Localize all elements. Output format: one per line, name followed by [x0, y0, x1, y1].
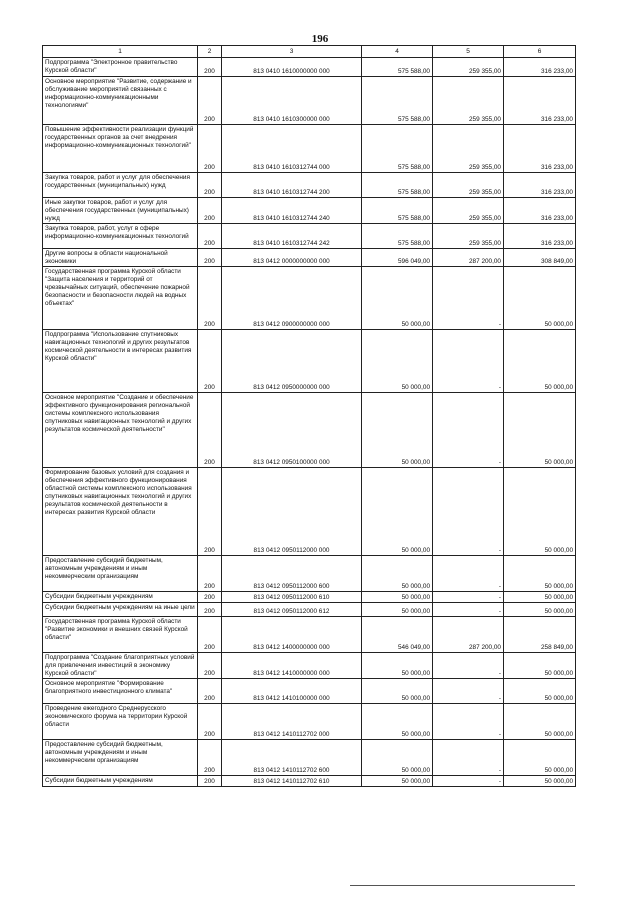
row-value-6: 258 849,00 [504, 617, 576, 653]
row-kbk: 813 0410 1610312744 240 [222, 198, 362, 224]
footer-rule [350, 885, 575, 886]
column-header: 1 [43, 46, 198, 58]
row-value-4: 50 000,00 [362, 679, 433, 704]
row-value-5: 259 355,00 [433, 77, 504, 125]
row-value-6: 50 000,00 [504, 468, 576, 556]
row-value-6: 316 233,00 [504, 224, 576, 249]
row-value-5: - [433, 653, 504, 679]
row-value-6: 316 233,00 [504, 77, 576, 125]
row-code: 200 [198, 198, 222, 224]
row-name: Подпрограмма "Использование спутниковых навигационных технологий и других результатов космической деятельности в интересах развития Курской области" [43, 330, 198, 393]
budget-table [42, 45, 576, 787]
row-value-6: 316 233,00 [504, 58, 576, 77]
row-name: Предоставление субсидий бюджетным, автономным учреждениям и иным некоммерческим организациям [43, 740, 198, 776]
row-value-4: 50 000,00 [362, 267, 433, 330]
table-row [43, 679, 576, 704]
row-kbk: 813 0412 0900000000 000 [222, 267, 362, 330]
row-kbk: 813 0412 0950112000 612 [222, 603, 362, 617]
row-value-4: 50 000,00 [362, 592, 433, 603]
row-value-4: 575 588,00 [362, 125, 433, 173]
row-name: Субсидии бюджетным учреждениям [43, 776, 198, 787]
row-name: Государственная программа Курской области "Защита населения и территорий от чрезвычайных ситуаций, обеспечение пожарной безопасности и безопасности людей на водных объектах" [43, 267, 198, 330]
row-value-5: - [433, 679, 504, 704]
row-kbk: 813 0412 1410112702 600 [222, 740, 362, 776]
row-name: Предоставление субсидий бюджетным, автономным учреждениям и иным некоммерческим организациям [43, 556, 198, 592]
table-row [43, 603, 576, 617]
row-value-4: 50 000,00 [362, 704, 433, 740]
row-value-4: 575 588,00 [362, 224, 433, 249]
row-value-4: 50 000,00 [362, 603, 433, 617]
row-code: 200 [198, 249, 222, 267]
table-row [43, 224, 576, 249]
row-value-6: 50 000,00 [504, 679, 576, 704]
table-row [43, 556, 576, 592]
row-kbk: 813 0410 1610000000 000 [222, 58, 362, 77]
row-value-4: 546 049,00 [362, 617, 433, 653]
table-row [43, 58, 576, 77]
row-value-4: 50 000,00 [362, 776, 433, 787]
table-row [43, 249, 576, 267]
row-value-5: - [433, 556, 504, 592]
row-code: 200 [198, 224, 222, 249]
row-value-6: 50 000,00 [504, 776, 576, 787]
row-value-5: 259 355,00 [433, 58, 504, 77]
row-kbk: 813 0410 1610312744 200 [222, 173, 362, 198]
row-kbk: 813 0410 1610312744 000 [222, 125, 362, 173]
row-value-5: - [433, 740, 504, 776]
table-row [43, 617, 576, 653]
row-kbk: 813 0412 0950100000 000 [222, 393, 362, 468]
row-kbk: 813 0412 1410100000 000 [222, 679, 362, 704]
row-code: 200 [198, 77, 222, 125]
column-header: 2 [198, 46, 222, 58]
row-code: 200 [198, 58, 222, 77]
row-name: Основное мероприятие "Создание и обеспечение эффективного функционирования региональной системы комплексного использования спутниковых навигационных технологий и других результатов космической деятельности" [43, 393, 198, 468]
row-value-6: 316 233,00 [504, 198, 576, 224]
row-value-4: 50 000,00 [362, 330, 433, 393]
row-name: Другие вопросы в области национальной экономики [43, 249, 198, 267]
column-header: 3 [222, 46, 362, 58]
row-kbk: 813 0412 1410000000 000 [222, 653, 362, 679]
row-code: 200 [198, 679, 222, 704]
row-value-4: 50 000,00 [362, 468, 433, 556]
row-name: Проведение ежегодного Среднерусского экономического форума на территории Курской области [43, 704, 198, 740]
row-kbk: 813 0412 1400000000 000 [222, 617, 362, 653]
row-kbk: 813 0412 0000000000 000 [222, 249, 362, 267]
row-name: Иные закупки товаров, работ и услуг для обеспечения государственных (муниципальных) нужд [43, 198, 198, 224]
table-row [43, 653, 576, 679]
table-row [43, 173, 576, 198]
row-name: Подпрограмма "Создание благоприятных условий для привлечения инвестиций в экономику Курской области" [43, 653, 198, 679]
row-code: 200 [198, 267, 222, 330]
row-value-4: 575 588,00 [362, 77, 433, 125]
row-value-4: 50 000,00 [362, 653, 433, 679]
row-value-5: 259 355,00 [433, 125, 504, 173]
table-row [43, 704, 576, 740]
table-row [43, 776, 576, 787]
row-value-6: 50 000,00 [504, 704, 576, 740]
row-value-5: - [433, 330, 504, 393]
row-code: 200 [198, 603, 222, 617]
row-code: 200 [198, 556, 222, 592]
row-value-6: 50 000,00 [504, 556, 576, 592]
row-name: Повышение эффективности реализации функций государственных органов за счет внедрения информационно-коммуникационных технологий" [43, 125, 198, 173]
row-name: Государственная программа Курской области "Развитие экономики и внешних связей Курской области" [43, 617, 198, 653]
row-code: 200 [198, 393, 222, 468]
header-row [43, 46, 576, 58]
row-code: 200 [198, 330, 222, 393]
row-code: 200 [198, 653, 222, 679]
row-value-6: 316 233,00 [504, 173, 576, 198]
row-value-4: 50 000,00 [362, 393, 433, 468]
row-value-6: 316 233,00 [504, 125, 576, 173]
row-value-5: - [433, 603, 504, 617]
row-kbk: 813 0412 0950000000 000 [222, 330, 362, 393]
row-code: 200 [198, 468, 222, 556]
row-value-6: 50 000,00 [504, 653, 576, 679]
column-header: 4 [362, 46, 433, 58]
page-number: 196 [311, 33, 329, 45]
row-name: Субсидии бюджетным учреждениям на иные цели [43, 603, 198, 617]
row-kbk: 813 0412 1410112702 000 [222, 704, 362, 740]
row-value-5: 287 200,00 [433, 249, 504, 267]
row-name: Субсидии бюджетным учреждениям [43, 592, 198, 603]
row-value-5: 259 355,00 [433, 198, 504, 224]
row-value-6: 50 000,00 [504, 740, 576, 776]
row-kbk: 813 0410 1610312744 242 [222, 224, 362, 249]
row-value-6: 50 000,00 [504, 393, 576, 468]
table-row [43, 393, 576, 468]
row-code: 200 [198, 617, 222, 653]
row-value-5: - [433, 468, 504, 556]
row-value-6: 308 849,00 [504, 249, 576, 267]
row-value-4: 575 588,00 [362, 198, 433, 224]
row-code: 200 [198, 740, 222, 776]
table-row [43, 77, 576, 125]
row-value-5: - [433, 393, 504, 468]
row-kbk: 813 0412 0950112000 600 [222, 556, 362, 592]
row-value-5: 287 200,00 [433, 617, 504, 653]
column-header: 6 [504, 46, 576, 58]
row-kbk: 813 0410 1610300000 000 [222, 77, 362, 125]
row-kbk: 813 0412 0950112000 000 [222, 468, 362, 556]
row-code: 200 [198, 592, 222, 603]
column-header: 5 [433, 46, 504, 58]
row-value-5: - [433, 704, 504, 740]
table-row [43, 592, 576, 603]
row-value-4: 50 000,00 [362, 556, 433, 592]
row-name: Формирование базовых условий для создания и обеспечения эффективного функционирования областной системы комплексного использования спутниковых навигационных технологий и других результатов космической деятельности в интересах развития Курской области [43, 468, 198, 556]
row-code: 200 [198, 704, 222, 740]
row-value-5: 259 355,00 [433, 173, 504, 198]
row-kbk: 813 0412 1410112702 610 [222, 776, 362, 787]
row-value-6: 50 000,00 [504, 592, 576, 603]
row-value-6: 50 000,00 [504, 330, 576, 393]
row-code: 200 [198, 173, 222, 198]
row-value-6: 50 000,00 [504, 267, 576, 330]
row-name: Подпрограмма "Электронное правительство Курской области" [43, 58, 198, 77]
row-kbk: 813 0412 0950112000 610 [222, 592, 362, 603]
row-value-5: - [433, 776, 504, 787]
table-row [43, 740, 576, 776]
row-name: Основное мероприятие "Формирование благоприятного инвестиционного климата" [43, 679, 198, 704]
table-row [43, 125, 576, 173]
table-row [43, 330, 576, 393]
row-value-5: 259 355,00 [433, 224, 504, 249]
row-value-6: 50 000,00 [504, 603, 576, 617]
row-name: Основное мероприятие "Развитие, содержание и обслуживание мероприятий связанных с информационно-коммуникационными технологиями" [43, 77, 198, 125]
row-name: Закупка товаров, работ и услуг для обеспечения государственных (муниципальных) нужд [43, 173, 198, 198]
row-value-4: 575 588,00 [362, 173, 433, 198]
table-row [43, 198, 576, 224]
row-value-4: 50 000,00 [362, 740, 433, 776]
row-value-4: 596 049,00 [362, 249, 433, 267]
table-row [43, 267, 576, 330]
row-code: 200 [198, 776, 222, 787]
row-value-5: - [433, 592, 504, 603]
row-code: 200 [198, 125, 222, 173]
row-value-5: - [433, 267, 504, 330]
row-name: Закупка товаров, работ, услуг в сфере информационно-коммуникационных технологий [43, 224, 198, 249]
table-row [43, 468, 576, 556]
row-value-4: 575 588,00 [362, 58, 433, 77]
